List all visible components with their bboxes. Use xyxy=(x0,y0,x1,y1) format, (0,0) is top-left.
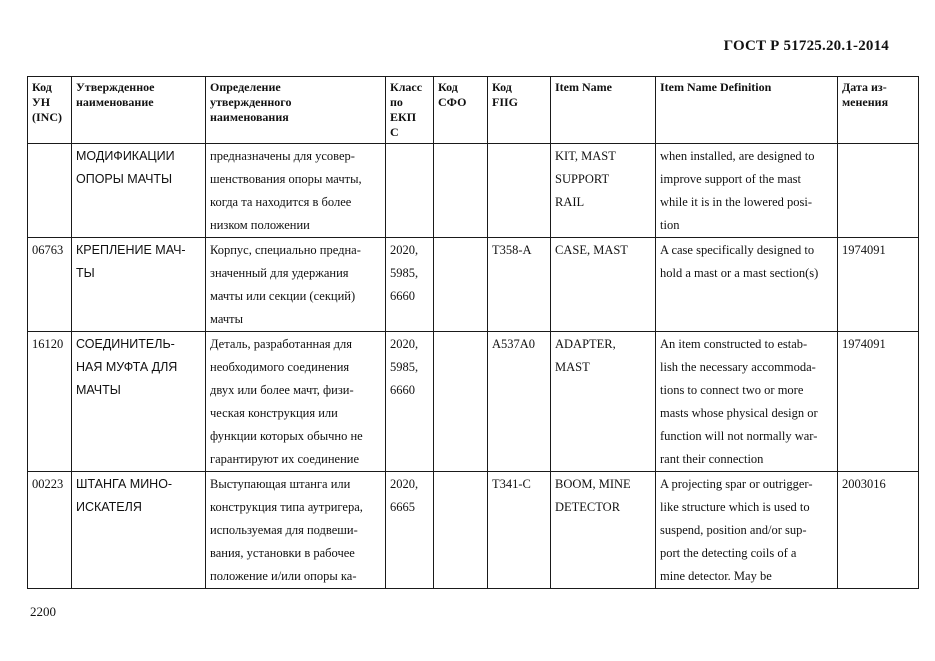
cell-fiig: A537A0 xyxy=(488,332,551,472)
cell-text-line: 5985, xyxy=(390,266,419,280)
cell-text-line: DETECTOR xyxy=(555,500,621,514)
cell-text-line: используемая для подвеши- xyxy=(210,523,358,537)
cell-text-line: Определение xyxy=(210,80,281,94)
cell-text-line: утвержденного xyxy=(210,95,292,109)
cell-date: 2003016 xyxy=(838,472,919,589)
cell-text-line: вания, установки в рабочее xyxy=(210,546,355,560)
cell-sfo xyxy=(434,238,488,332)
cell-inc xyxy=(28,144,72,238)
cell-text-line: УН xyxy=(32,95,51,109)
cell-text-line: когда та находится в более xyxy=(210,195,352,209)
cell-text-line: hold a mast or a mast section(s) xyxy=(660,266,819,280)
cell-text-line: МОДИФИКАЦИИ xyxy=(76,149,175,163)
header-inc xyxy=(28,77,72,144)
cell-text-line: 2020, xyxy=(390,477,419,491)
cell-ekps xyxy=(386,472,434,589)
cell-text-line: НАЯ МУФТА ДЛЯ xyxy=(76,360,178,374)
cell-text-line: 2020, xyxy=(390,337,419,351)
cell-text-line: rant their connection xyxy=(660,452,764,466)
cell-text-line: KIT, MAST xyxy=(555,149,616,163)
cell-item-definition xyxy=(656,144,838,238)
cell-text-line: A projecting spar or outrigger- xyxy=(660,477,813,491)
cell-text-line: 6660 xyxy=(390,383,415,397)
cell-text-line: МАЧТЫ xyxy=(76,383,121,397)
cell-text-line: suspend, position and/or sup- xyxy=(660,523,807,537)
cell-inc: 06763 xyxy=(28,238,72,332)
cell-text-line: Дата из- xyxy=(842,80,887,94)
header-fiig-code xyxy=(488,77,551,144)
cell-text-line: 2020, xyxy=(390,243,419,257)
cell-approved-name xyxy=(72,238,206,332)
cell-text-line: шенствования опоры мачты, xyxy=(210,172,362,186)
cell-item-definition xyxy=(656,332,838,472)
cell-text-line: СОЕДИНИТЕЛЬ- xyxy=(76,337,175,351)
cell-text-line: ЕКП xyxy=(390,110,417,124)
cell-item-name xyxy=(551,238,656,332)
cell-text-line: наименование xyxy=(76,95,154,109)
cell-text-line: мачты xyxy=(210,312,244,326)
cell-text-line: ADAPTER, xyxy=(555,337,616,351)
cell-text-line: lish the necessary accommoda- xyxy=(660,360,816,374)
cell-text-line: СФО xyxy=(438,95,467,109)
cell-fiig: T358-A xyxy=(488,238,551,332)
cell-text-line: A case specifically designed to xyxy=(660,243,815,257)
cell-definition xyxy=(206,472,386,589)
cell-text-line: mine detector. May be xyxy=(660,569,772,583)
cell-text-line: Код xyxy=(32,80,52,94)
cell-item-definition xyxy=(656,238,838,332)
cell-text-line: С xyxy=(390,125,399,139)
cell-definition xyxy=(206,144,386,238)
cell-text-line: improve support of the mast xyxy=(660,172,801,186)
cell-text-line: tions to connect two or more xyxy=(660,383,804,397)
header-ekps-class xyxy=(386,77,434,144)
cell-inc: 00223 xyxy=(28,472,72,589)
cell-date xyxy=(838,144,919,238)
document-standard-number: ГОСТ Р 51725.20.1-2014 xyxy=(723,38,889,54)
cell-text-line: tion xyxy=(660,218,680,232)
cell-sfo xyxy=(434,144,488,238)
cell-text-line: КРЕПЛЕНИЕ МАЧ- xyxy=(76,243,186,257)
cell-text-line: masts whose physical design or xyxy=(660,406,818,420)
cell-text-line: двух или более мачт, физи- xyxy=(210,383,354,397)
cell-item-name xyxy=(551,144,656,238)
cell-sfo xyxy=(434,332,488,472)
cell-text-line: like structure which is used to xyxy=(660,500,810,514)
cell-approved-name xyxy=(72,332,206,472)
cell-text-line: Корпус, специально предна- xyxy=(210,243,361,257)
table-row xyxy=(28,472,919,589)
table-row xyxy=(28,332,919,472)
cell-text-line: наименования xyxy=(210,110,289,124)
cell-sfo xyxy=(434,472,488,589)
cell-text-line: менения xyxy=(842,95,889,109)
cell-text-line: ШТАНГА МИНО- xyxy=(76,477,173,491)
cell-text-line: FIIG xyxy=(492,95,519,109)
header-item-name-definition xyxy=(656,77,838,144)
cell-ekps xyxy=(386,144,434,238)
header-item-name xyxy=(551,77,656,144)
cell-text-line: положение и/или опоры ка- xyxy=(210,569,357,583)
cell-text-line: значенный для удержания xyxy=(210,266,349,280)
table-row xyxy=(28,238,919,332)
cell-text-line: An item constructed to estab- xyxy=(660,337,808,351)
cell-item-definition xyxy=(656,472,838,589)
cell-text-line: Код xyxy=(438,80,458,94)
header-change-date xyxy=(838,77,919,144)
table-header-row xyxy=(28,77,919,144)
cell-text-line: Деталь, разработанная для xyxy=(210,337,352,351)
cell-text-line: 6665 xyxy=(390,500,415,514)
cell-item-name xyxy=(551,332,656,472)
cell-text-line: Утвержденное xyxy=(76,80,155,94)
nomenclature-table xyxy=(27,76,919,589)
cell-text-line: ТЫ xyxy=(76,266,95,280)
cell-inc: 16120 xyxy=(28,332,72,472)
cell-text-line: Item Name Definition xyxy=(660,80,772,94)
cell-definition xyxy=(206,238,386,332)
header-approved-name xyxy=(72,77,206,144)
cell-text-line: гарантируют их соединение xyxy=(210,452,360,466)
cell-fiig: T341-C xyxy=(488,472,551,589)
cell-text-line: CASE, MAST xyxy=(555,243,628,257)
cell-text-line: while it is in the lowered posi- xyxy=(660,195,813,209)
cell-text-line: Класс xyxy=(390,80,423,94)
cell-text-line: необходимого соединения xyxy=(210,360,350,374)
cell-text-line: ОПОРЫ МАЧТЫ xyxy=(76,172,173,186)
cell-text-line: Item Name xyxy=(555,80,612,94)
cell-text-line: конструкция типа аутригера, xyxy=(210,500,363,514)
cell-text-line: port the detecting coils of a xyxy=(660,546,797,560)
cell-ekps xyxy=(386,332,434,472)
cell-text-line: when installed, are designed to xyxy=(660,149,815,163)
cell-text-line: предназначены для усовер- xyxy=(210,149,355,163)
cell-text-line: MAST xyxy=(555,360,590,374)
cell-text-line: низком положении xyxy=(210,218,310,232)
cell-text-line: (INC) xyxy=(32,110,62,124)
cell-ekps xyxy=(386,238,434,332)
cell-text-line: по xyxy=(390,95,403,109)
cell-text-line: Выступающая штанга или xyxy=(210,477,351,491)
cell-text-line: мачты или секции (секций) xyxy=(210,289,356,303)
cell-text-line: BOOM, MINE xyxy=(555,477,631,491)
header-name-definition xyxy=(206,77,386,144)
cell-fiig xyxy=(488,144,551,238)
cell-approved-name xyxy=(72,144,206,238)
cell-text-line: function will not normally war- xyxy=(660,429,818,443)
cell-text-line: ческая конструкция или xyxy=(210,406,338,420)
cell-text-line: функции которых обычно не xyxy=(210,429,363,443)
cell-text-line: RAIL xyxy=(555,195,585,209)
cell-definition xyxy=(206,332,386,472)
cell-date: 1974091 xyxy=(838,238,919,332)
table-row xyxy=(28,144,919,238)
cell-text-line: SUPPORT xyxy=(555,172,610,186)
cell-item-name xyxy=(551,472,656,589)
page-number: 2200 xyxy=(30,604,56,619)
cell-text-line: 5985, xyxy=(390,360,419,374)
cell-text-line: Код xyxy=(492,80,512,94)
cell-text-line: 6660 xyxy=(390,289,415,303)
cell-date: 1974091 xyxy=(838,332,919,472)
cell-approved-name xyxy=(72,472,206,589)
header-sfo-code xyxy=(434,77,488,144)
cell-text-line: ИСКАТЕЛЯ xyxy=(76,500,142,514)
